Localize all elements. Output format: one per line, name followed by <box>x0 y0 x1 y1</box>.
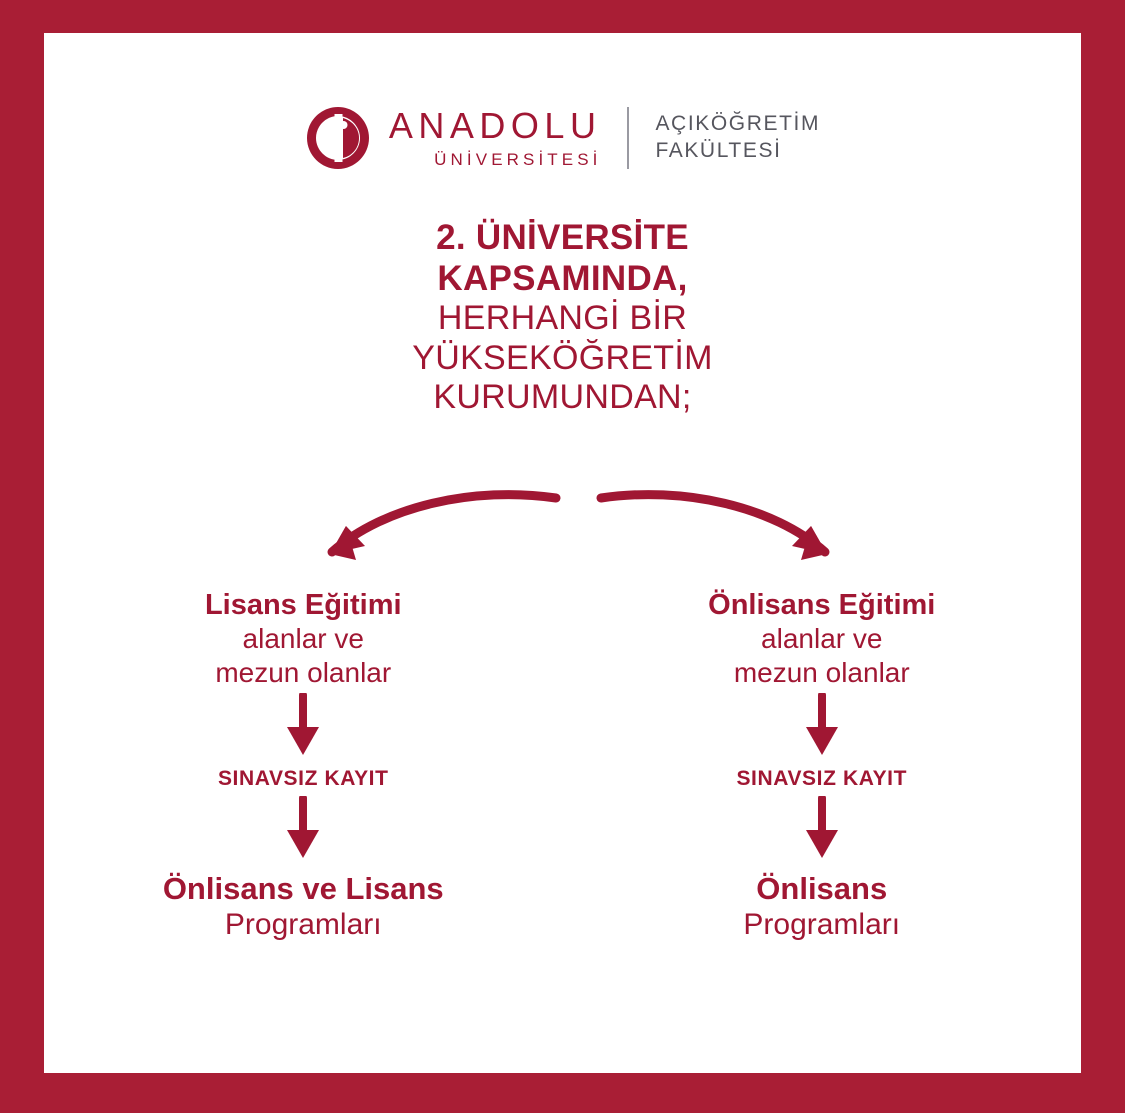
logo-faculty <box>655 111 820 165</box>
down-arrow-icon <box>563 689 1082 767</box>
poster-card <box>44 33 1081 1073</box>
flow-column-lisans <box>44 588 563 943</box>
logo-main-text: ANADOLU <box>388 105 602 146</box>
column-subtitle-line2: mezun olanlar <box>215 656 392 688</box>
logo-wordmark <box>388 105 602 169</box>
result-subtitle: Programları <box>224 908 382 942</box>
logo-faculty-line2: FAKÜLTESİ <box>655 139 782 162</box>
column-subtitle-line1: alanlar ve <box>242 623 364 655</box>
down-arrow-icon <box>563 791 1082 871</box>
flow-column-onlisans <box>563 588 1082 943</box>
headline <box>44 218 1081 418</box>
headline-line-3: HERHANGİ BİR <box>437 299 688 338</box>
logo-sub-text: ÜNİVERSİTESİ <box>434 150 602 169</box>
anadolu-logo-mark-icon <box>305 105 371 171</box>
step-label: SINAVSIZ KAYIT <box>217 767 389 791</box>
down-arrow-icon <box>44 791 563 871</box>
flow-columns <box>44 588 1081 943</box>
logo-faculty-line1: AÇIKÖĞRETİM <box>655 112 821 136</box>
column-subtitle-line2: mezun olanlar <box>733 656 910 688</box>
headline-line-4: YÜKSEKÖĞRETİM <box>412 338 713 377</box>
logo-divider <box>627 107 629 169</box>
curved-arrow-left-icon <box>330 495 556 560</box>
down-arrow-icon <box>44 689 563 767</box>
result-title: Önlisans <box>756 871 888 907</box>
headline-line-1: 2. ÜNİVERSİTE <box>436 218 689 257</box>
logo-header <box>44 105 1081 171</box>
column-title: Lisans Eğitimi <box>204 589 402 621</box>
curved-arrow-right-icon <box>601 495 827 560</box>
result-subtitle: Programları <box>743 908 901 942</box>
column-title: Önlisans Eğitimi <box>708 589 936 621</box>
step-label: SINAVSIZ KAYIT <box>736 767 908 791</box>
headline-line-5: KURUMUNDAN; <box>433 378 692 417</box>
branch-arrows <box>44 468 1081 588</box>
result-title: Önlisans ve Lisans <box>162 871 444 907</box>
headline-line-2: KAPSAMINDA, <box>437 258 688 298</box>
column-subtitle-line1: alanlar ve <box>761 623 883 655</box>
